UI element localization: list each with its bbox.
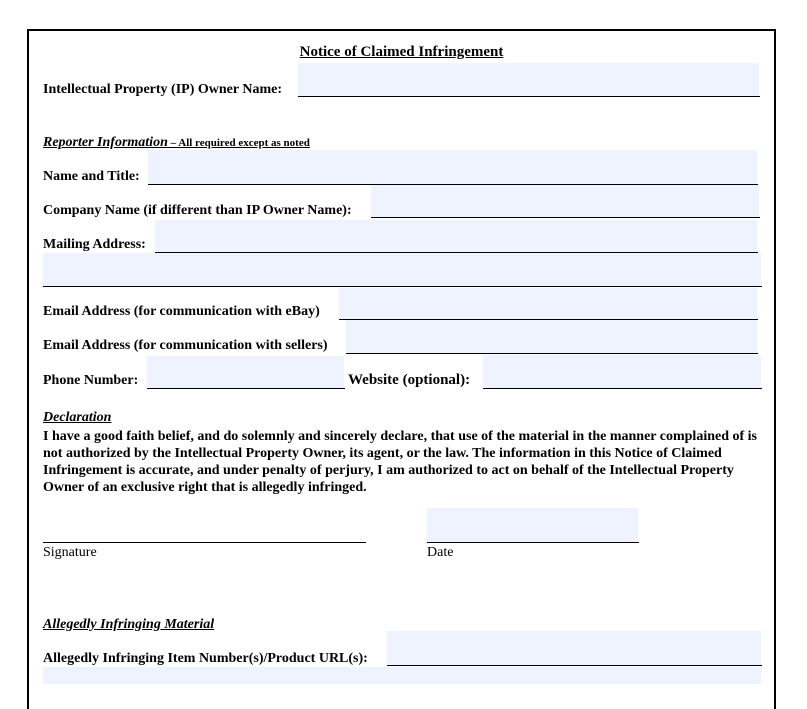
name-title-label: Name and Title: <box>43 169 140 184</box>
item-number-underline <box>387 665 762 666</box>
company-name-label: Company Name (if different than IP Owner Name): <box>43 203 352 218</box>
item-number-field[interactable] <box>387 631 761 665</box>
email-sellers-label: Email Address (for communication with sellers) <box>43 338 328 353</box>
owner-name-field[interactable] <box>298 63 759 96</box>
declaration-text: I have a good faith belief, and do solemnly and sincerely declare, that use of the material in the manner complained of is not authorized by the Intellectual Property Owner, its agent, or the law. The information in this Notice of Claimed Infringement is accurate, and under penalty of perjury, I am authorized to act on behalf of the Intellectual Property Owner of an exclusive right that is allegedly infringed. <box>43 429 757 495</box>
mailing-address-line2-underline <box>43 286 762 287</box>
date-field[interactable] <box>427 508 638 542</box>
declaration-heading: Declaration <box>43 410 112 425</box>
website-label: Website (optional): <box>348 372 471 388</box>
item-number-line2-field[interactable] <box>43 667 761 684</box>
email-ebay-field[interactable] <box>339 288 757 319</box>
company-name-underline <box>371 217 760 218</box>
mailing-address-line2-field[interactable] <box>43 253 761 286</box>
mailing-address-label: Mailing Address: <box>43 237 146 252</box>
reporter-heading-text: Reporter Information <box>43 135 168 150</box>
website-field[interactable] <box>483 355 761 388</box>
reporter-section-heading <box>43 135 310 151</box>
owner-name-underline <box>298 96 760 97</box>
email-sellers-underline <box>346 353 758 354</box>
date-label: Date <box>427 545 454 560</box>
owner-name-label: Intellectual Property (IP) Owner Name: <box>43 82 282 97</box>
signature-label: Signature <box>43 545 97 560</box>
email-ebay-label: Email Address (for communication with eBay) <box>43 304 320 319</box>
signature-line <box>43 542 366 543</box>
phone-number-underline <box>147 388 345 389</box>
company-name-field[interactable] <box>371 185 759 217</box>
material-section-heading: Allegedly Infringing Material <box>43 617 215 632</box>
item-number-label: Allegedly Infringing Item Number(s)/Product URL(s): <box>43 651 368 666</box>
form-title: Notice of Claimed Infringement <box>299 44 504 60</box>
phone-number-field[interactable] <box>147 356 344 388</box>
name-title-field[interactable] <box>148 150 757 184</box>
mailing-address-field[interactable] <box>155 220 757 252</box>
reporter-heading-note: – All required except as noted <box>167 137 310 149</box>
website-underline <box>483 388 762 389</box>
phone-number-label: Phone Number: <box>43 373 139 388</box>
email-sellers-field[interactable] <box>346 320 757 353</box>
date-line <box>427 542 639 543</box>
